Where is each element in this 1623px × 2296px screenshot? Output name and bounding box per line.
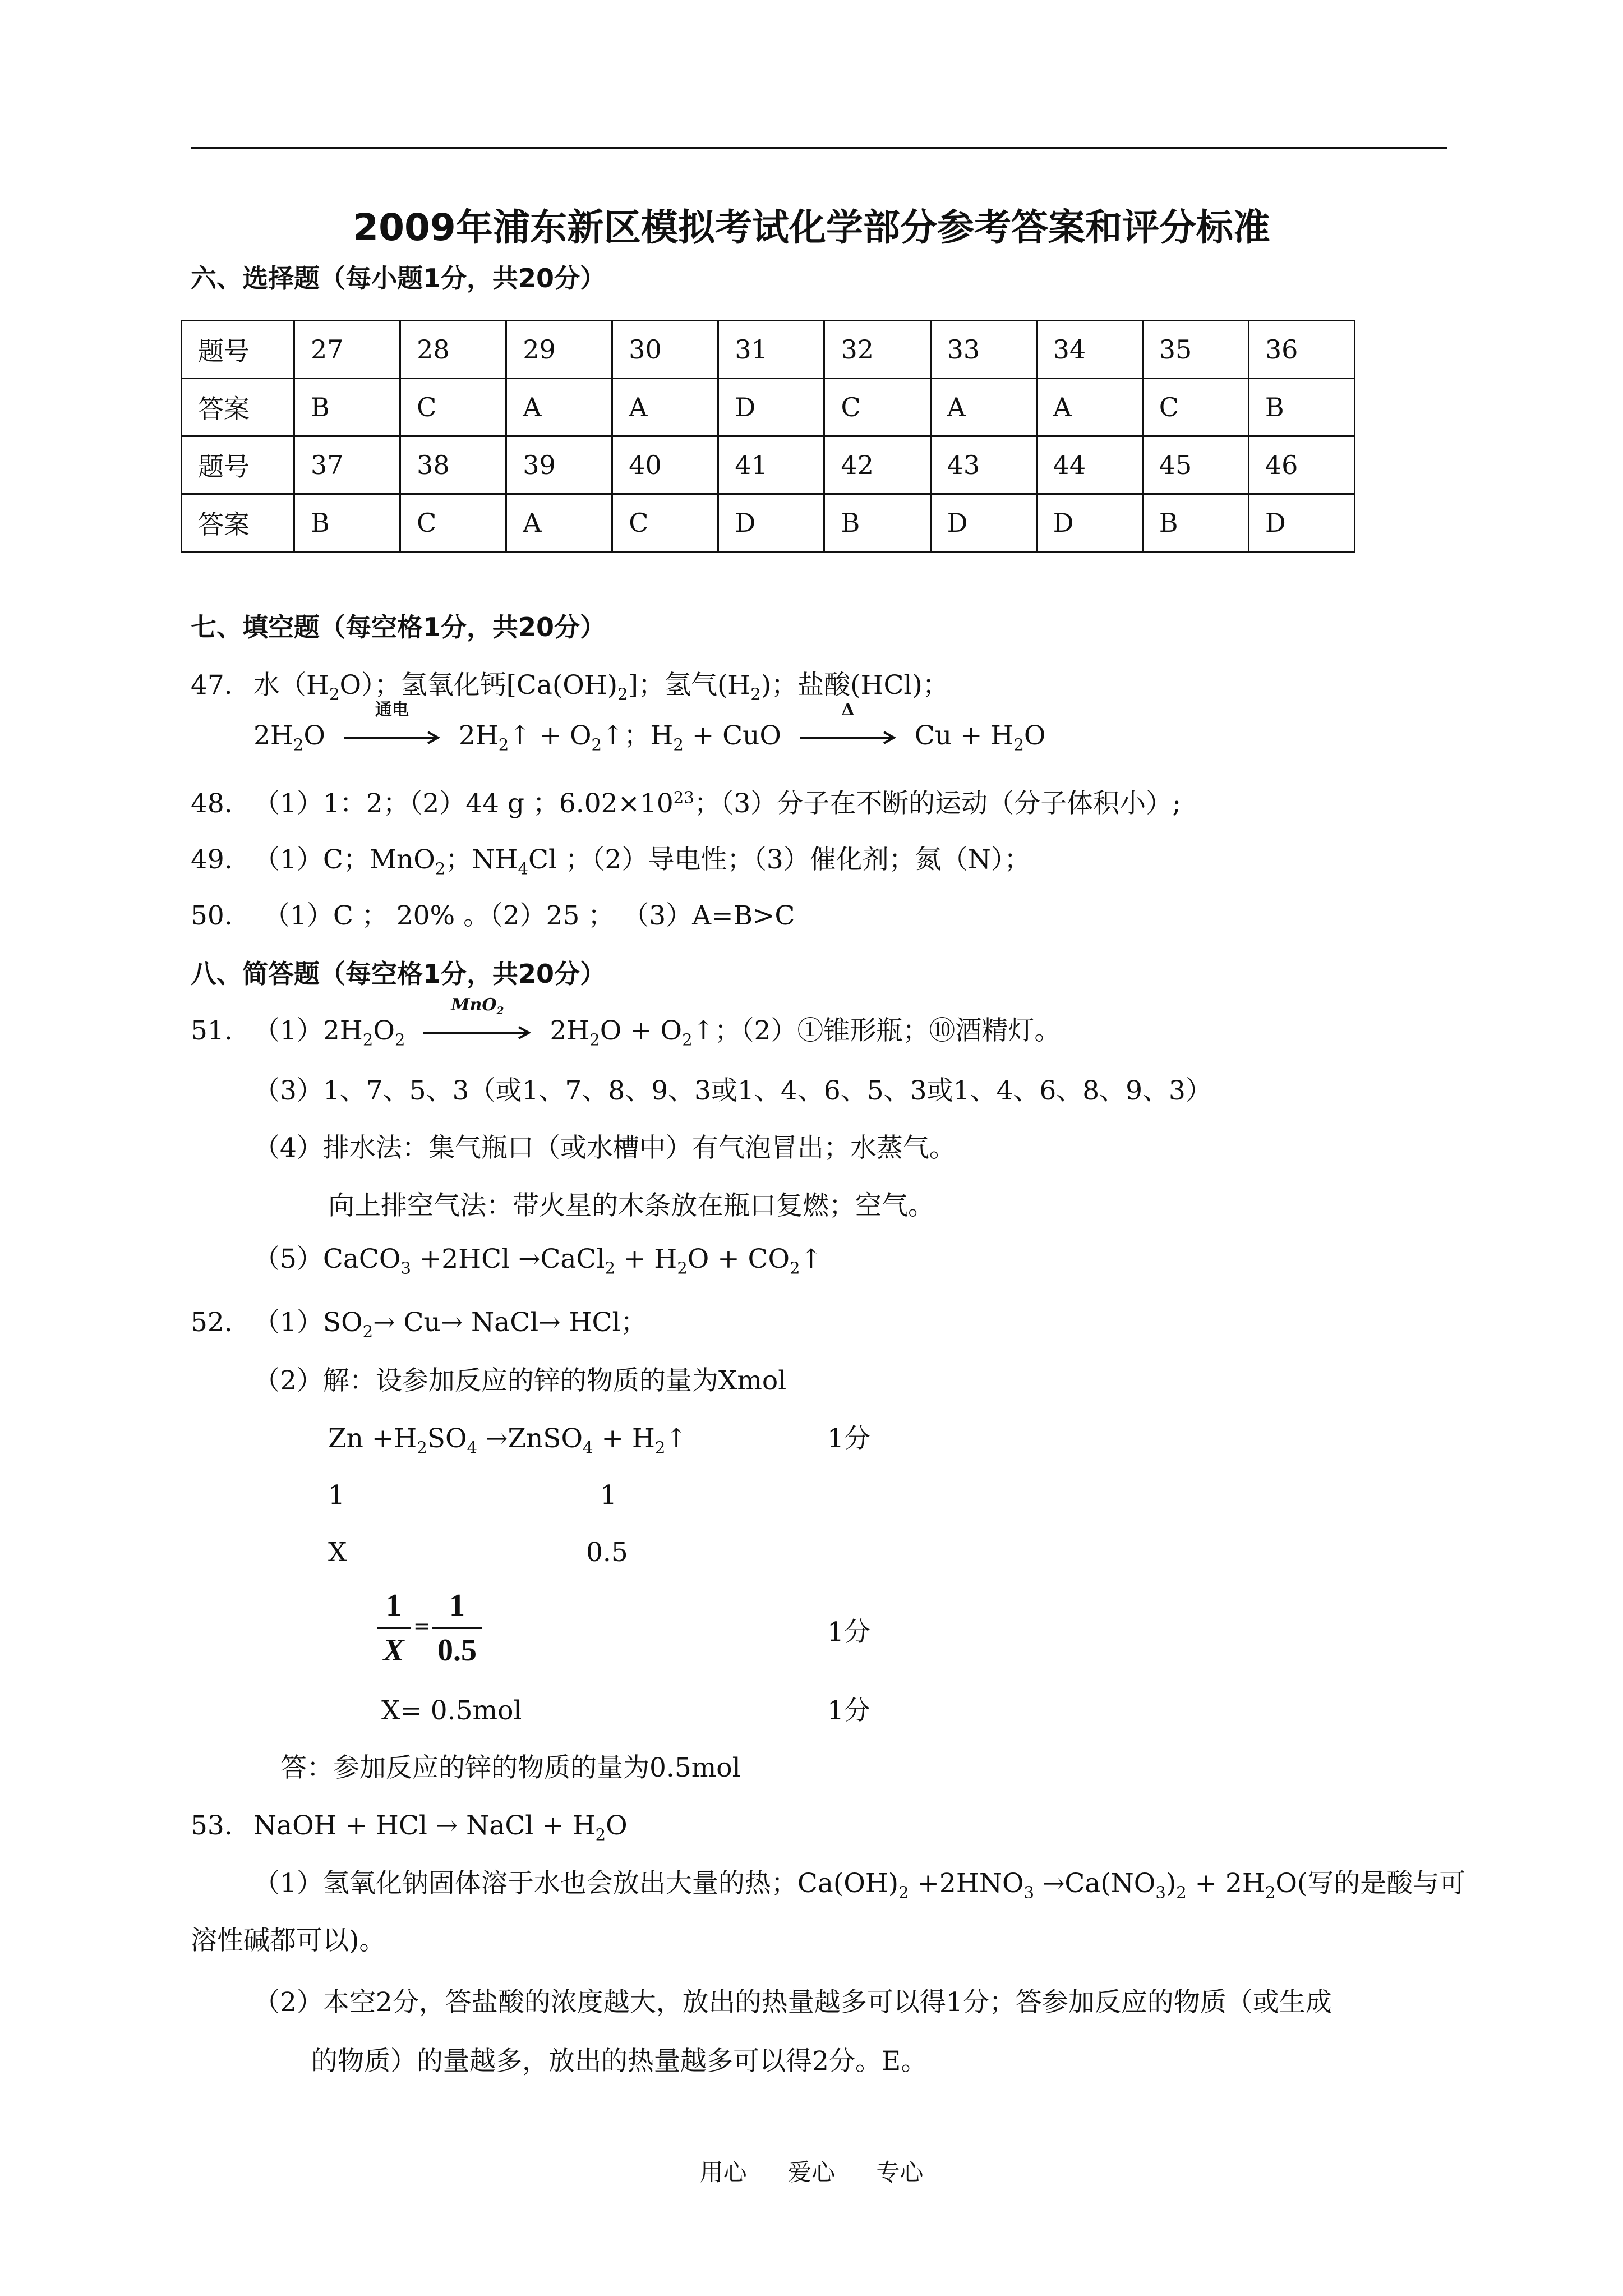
table-row — [182, 321, 1355, 379]
reaction-condition: MnO$_2$ — [451, 995, 504, 1017]
q51-number: 51. — [191, 1015, 233, 1046]
table-cell: A — [506, 494, 612, 552]
q51-line-5: （5）CaCO$_3$ +2HCl →CaCl$_2$ + $H_2O$ + $CO_2↑$ — [253, 1244, 822, 1278]
q53-equation: NaOH + HCl → NaCl + $H_2O$ — [253, 1810, 628, 1844]
ratio-row-2-left: X — [328, 1537, 347, 1568]
score-label: 1分 — [827, 1695, 870, 1726]
table-cell: B — [1248, 379, 1354, 436]
q51-line-3: （4）排水法：集气瓶口（或水槽中）有气泡冒出；水蒸气。 — [253, 1133, 956, 1163]
q47-line-1: 水$(H_2O)$；氢氧化钙$[Ca(OH)_2]$；氢气$(H_2)$；盐酸(HCl)； — [253, 670, 949, 704]
q47-number: 47. — [191, 670, 233, 701]
ratio-row-1-right: 1 — [600, 1480, 617, 1511]
reaction-condition: 通电 — [375, 700, 409, 720]
answer-table — [181, 320, 1355, 553]
page-title: 2009年浦东新区模拟考试化学部分参考答案和评分标准 — [353, 206, 1270, 249]
q52-number: 52. — [191, 1307, 233, 1338]
table-cell: 36 — [1248, 321, 1354, 379]
q53-line-1: （1）氢氧化钠固体溶于水也会放出大量的热；$Ca(OH)_2 +2HNO_3 \to Ca(NO_3)_2 + 2H_2O$(写的是酸与可 — [253, 1868, 1466, 1902]
table-cell: 45 — [1142, 436, 1248, 494]
table-cell: 30 — [612, 321, 718, 379]
table-cell: B — [1142, 494, 1248, 552]
table-cell: C — [1142, 379, 1248, 436]
table-cell: D — [1036, 494, 1142, 552]
table-cell: 38 — [400, 436, 506, 494]
q53-line-3: （2）本空2分，答盐酸的浓度越大，放出的热量越多可以得1分；答参加反应的物质（或生成 — [253, 1987, 1332, 2018]
table-cell: 34 — [1036, 321, 1142, 379]
table-cell: 32 — [824, 321, 930, 379]
table-cell: C — [824, 379, 930, 436]
q47-equations: $2H_2O$ 通电 $2H_2↑$ + $O_2↑$；$H_2$ + CuO Δ $Cu + H_2O$ — [253, 700, 1046, 754]
table-row — [182, 436, 1355, 494]
table-cell: 27 — [294, 321, 400, 379]
table-cell: 28 — [400, 321, 506, 379]
reaction-arrow-icon — [797, 700, 898, 754]
ratio-row-2-right: 0.5 — [586, 1537, 628, 1568]
q50-number: 50. — [191, 900, 233, 931]
q52-result: X= 0.5mol — [381, 1695, 522, 1726]
q52-line-1: $(1)SO_2\to Cu\to$ NaCl→ HCl； — [253, 1307, 647, 1341]
table-cell: C — [400, 379, 506, 436]
table-cell: 37 — [294, 436, 400, 494]
table-cell: B — [294, 494, 400, 552]
q50-text: （1）C ； 20% 。（2）25 ； （3）A=B>C — [264, 900, 795, 931]
table-cell: D — [718, 494, 824, 552]
table-cell: D — [930, 494, 1036, 552]
table-cell: D — [718, 379, 824, 436]
section-8-heading: 八、简答题（每空格1分，共20分） — [191, 959, 606, 989]
q48-text: （1）1：2；（2）44 g ；$6.02\times 10^{23}$；（3）分子在不断的运动（分子体积小）; — [253, 788, 1182, 819]
table-row — [182, 379, 1355, 436]
reaction-arrow-icon — [342, 700, 442, 754]
score-label: 1分 — [827, 1423, 870, 1454]
table-cell: 答案 — [182, 379, 294, 436]
q51-line-1: $(1)2H_2O_2$ MnO$_2$ $2H_2O$ + $O_2↑$；（2）①锥形瓶；⑩酒精灯。 — [253, 995, 1061, 1050]
table-cell: 29 — [506, 321, 612, 379]
q52-line-2: （2）解：设参加反应的锌的物质的量为Xmol — [253, 1365, 787, 1396]
table-cell: C — [612, 494, 718, 552]
fraction-right: 1 0.5 — [432, 1588, 482, 1668]
fraction-left: 1 X — [377, 1588, 411, 1668]
table-cell: 31 — [718, 321, 824, 379]
table-cell: A — [930, 379, 1036, 436]
q51-line-2: （3）1、7、5、3（或1、7、8、9、3或1、4、6、5、3或1、4、6、8、9、3） — [253, 1075, 1212, 1106]
equals-sign: = — [413, 1615, 431, 1638]
table-cell: A — [1036, 379, 1142, 436]
table-cell: 33 — [930, 321, 1036, 379]
table-cell: 题号 — [182, 321, 294, 379]
score-label: 1分 — [827, 1617, 870, 1648]
table-cell: 答案 — [182, 494, 294, 552]
q52-answer: 答：参加反应的锌的物质的量为0.5mol — [280, 1752, 741, 1783]
table-cell: D — [1248, 494, 1354, 552]
table-cell: 46 — [1248, 436, 1354, 494]
table-cell: 43 — [930, 436, 1036, 494]
table-cell: A — [612, 379, 718, 436]
table-cell: A — [506, 379, 612, 436]
q52-equation: $Zn +H_2SO_4$ →ZnSO$_4$ + $H_2↑$ — [328, 1423, 688, 1457]
q53-number: 53. — [191, 1810, 233, 1841]
page-footer — [0, 2154, 1623, 2188]
reaction-arrow-icon — [421, 995, 533, 1050]
q48-number: 48. — [191, 788, 233, 819]
table-cell: B — [294, 379, 400, 436]
q53-line-2: 溶性碱都可以)。 — [191, 1925, 386, 1956]
table-row — [182, 494, 1355, 552]
table-cell: 41 — [718, 436, 824, 494]
table-cell: 39 — [506, 436, 612, 494]
q49-number: 49. — [191, 844, 233, 875]
section-7-heading: 七、填空题（每空格1分，共20分） — [191, 612, 606, 642]
reaction-condition: Δ — [841, 700, 855, 720]
top-rule — [191, 147, 1447, 149]
section-6-heading: 六、选择题（每小题1分，共20分） — [191, 263, 606, 293]
table-cell: 题号 — [182, 436, 294, 494]
q53-line-4: 的物质）的量越多，放出的热量越多可以得2分。E。 — [311, 2046, 928, 2077]
footer-text: 用心 — [699, 2159, 747, 2186]
table-cell: B — [824, 494, 930, 552]
footer-text: 爱心 — [787, 2159, 835, 2186]
table-cell: 42 — [824, 436, 930, 494]
q49-text: （1）C；MnO$_2$；$NH_4Cl$ ；（2）导电性；（3）催化剂；氮（N）； — [253, 844, 1031, 878]
ratio-row-1-left: 1 — [328, 1480, 345, 1511]
q51-line-4: 向上排空气法：带火星的木条放在瓶口复燃；空气。 — [328, 1190, 934, 1221]
table-cell: 40 — [612, 436, 718, 494]
footer-text: 专心 — [876, 2159, 924, 2186]
table-cell: C — [400, 494, 506, 552]
table-cell: 35 — [1142, 321, 1248, 379]
table-cell: 44 — [1036, 436, 1142, 494]
